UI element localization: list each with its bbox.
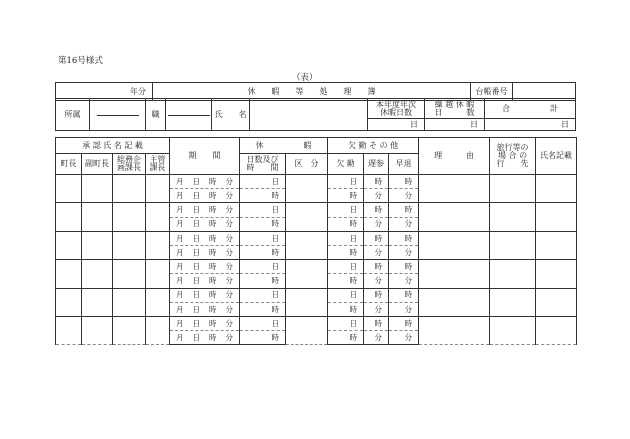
unit-label: 時 (349, 304, 358, 314)
period-unit-label: 時 (209, 276, 217, 286)
leave-category-cell[interactable] (286, 288, 328, 316)
period-unit-label: 時 (209, 247, 217, 257)
period-unit-label: 月 (176, 318, 184, 328)
period-unit-label: 日 (192, 176, 201, 186)
period-unit-label: 分 (225, 261, 234, 271)
name-entry-cell[interactable] (536, 260, 577, 288)
absence-hours-cell[interactable] (328, 331, 364, 345)
leave-hours-cell[interactable] (240, 245, 286, 259)
absence-hours-cell[interactable] (328, 217, 364, 231)
period-unit-label: 日 (192, 276, 201, 286)
unit-label: 時 (374, 176, 383, 186)
section-chief-stamp-cell[interactable] (146, 231, 170, 259)
unit-label: 時 (404, 233, 413, 243)
early-leave-minutes-cell[interactable] (389, 302, 419, 316)
total-field[interactable]: 日 (485, 119, 576, 131)
record-row (56, 288, 577, 302)
deputy-mayor-stamp-cell[interactable] (82, 231, 113, 259)
period-unit-label: 時 (209, 219, 217, 229)
unit-label: 時 (404, 205, 413, 215)
leave-category-cell[interactable] (286, 175, 328, 203)
late-hours-cell[interactable] (364, 203, 389, 217)
general-affairs-stamp-cell[interactable] (113, 260, 146, 288)
absence-days-cell[interactable] (328, 175, 364, 189)
mayor-stamp-cell[interactable] (56, 175, 82, 203)
early-leave-hours-cell[interactable] (389, 316, 419, 330)
period-unit-label: 月 (176, 219, 184, 229)
period-end-cell[interactable] (170, 217, 240, 231)
unit-label: 時 (349, 276, 358, 286)
period-unit-label: 分 (225, 247, 234, 257)
leave-category-cell[interactable] (286, 316, 328, 344)
late-hours-cell[interactable] (364, 260, 389, 274)
early-leave-minutes-cell[interactable] (389, 217, 419, 231)
late-minutes-cell[interactable] (364, 331, 389, 345)
unit-label: 日 (349, 205, 358, 215)
late-arrival-header: 遅参 (364, 154, 389, 175)
leave-days-cell[interactable] (240, 203, 286, 217)
absence-days-cell[interactable] (328, 316, 364, 330)
unit-label: 日 (349, 318, 358, 328)
period-unit-label: 日 (192, 247, 201, 257)
period-unit-label: 分 (225, 332, 234, 342)
period-unit-label: 時 (209, 205, 217, 215)
reason-header: 理 由 (419, 138, 490, 175)
period-end-cell[interactable] (170, 331, 240, 345)
absence-other-header: 欠 勤 そ の 他 (328, 138, 419, 154)
unit-label: 時 (349, 332, 358, 342)
unit-label: 分 (374, 304, 383, 314)
deputy-mayor-stamp-cell[interactable] (82, 175, 113, 203)
section-chief-stamp-cell[interactable] (146, 260, 170, 288)
unit-label: 時 (349, 219, 358, 229)
period-unit-label: 日 (192, 304, 201, 314)
section-chief-stamp-cell[interactable] (146, 203, 170, 231)
mayor-stamp-cell[interactable] (56, 288, 82, 316)
unit-label: 時 (404, 290, 413, 300)
unit-label: 日 (349, 233, 358, 243)
absence-hours-cell[interactable] (328, 245, 364, 259)
mayor-stamp-cell[interactable] (56, 231, 82, 259)
late-minutes-cell[interactable] (364, 302, 389, 316)
category-header: 区 分 (286, 154, 328, 175)
early-leave-hours-cell[interactable] (389, 288, 419, 302)
unit-label: 時 (349, 247, 358, 257)
period-end-cell[interactable] (170, 302, 240, 316)
period-unit-label: 日 (192, 290, 201, 300)
department-field[interactable] (90, 99, 146, 131)
late-hours-cell[interactable] (364, 288, 389, 302)
period-unit-label: 日 (192, 233, 201, 243)
unit-label: 日 (349, 290, 358, 300)
section-chief-header: 主管 課長 (146, 154, 170, 175)
reason-cell[interactable] (419, 231, 490, 259)
leave-hours-cell[interactable] (240, 331, 286, 345)
name-entry-cell[interactable] (536, 316, 577, 344)
period-unit-label: 分 (225, 304, 234, 314)
early-leave-minutes-cell[interactable] (389, 274, 419, 288)
record-row (56, 260, 577, 274)
period-unit-label: 日 (192, 219, 201, 229)
reason-cell[interactable] (419, 203, 490, 231)
period-unit-label: 日 (192, 318, 201, 328)
employee-info-table (55, 98, 576, 131)
leave-hours-cell[interactable] (240, 217, 286, 231)
unit-label: 日 (271, 205, 280, 215)
unit-label: 分 (374, 219, 383, 229)
period-start-cell[interactable] (170, 288, 240, 302)
general-affairs-stamp-cell[interactable] (113, 316, 146, 344)
leave-days-cell[interactable] (240, 231, 286, 245)
record-row (56, 231, 577, 245)
unit-label: 日 (271, 233, 280, 243)
unit-label: 分 (374, 191, 383, 201)
unit-label: 時 (349, 191, 358, 201)
section-chief-stamp-cell[interactable] (146, 288, 170, 316)
unit-label: 分 (374, 276, 383, 286)
leave-days-cell[interactable] (240, 260, 286, 274)
leave-hours-cell[interactable] (240, 274, 286, 288)
travel-destination-cell[interactable] (490, 288, 536, 316)
unit-label: 時 (404, 318, 413, 328)
name-entry-header: 氏名記載 (536, 138, 577, 175)
deputy-mayor-stamp-cell[interactable] (82, 316, 113, 344)
early-leave-header: 早退 (389, 154, 419, 175)
record-row (56, 175, 577, 189)
period-unit-label: 日 (192, 261, 201, 271)
unit-label: 時 (374, 318, 383, 328)
position-label: 職 (146, 99, 166, 131)
unit-label: 時 (271, 219, 280, 229)
period-start-cell[interactable] (170, 175, 240, 189)
unit-label: 日 (271, 290, 280, 300)
days-hours-header: 日数及び 時 間 (240, 154, 286, 175)
unit-label: 分 (404, 332, 413, 342)
unit-label: 日 (349, 261, 358, 271)
period-unit-label: 月 (176, 191, 184, 201)
period-unit-label: 時 (209, 304, 217, 314)
travel-destination-cell[interactable] (490, 316, 536, 344)
travel-destination-cell[interactable] (490, 175, 536, 203)
unit-label: 分 (404, 276, 413, 286)
unit-label: 時 (374, 261, 383, 271)
period-unit-label: 時 (209, 332, 217, 342)
period-unit-label: 日 (192, 332, 201, 342)
early-leave-hours-cell[interactable] (389, 231, 419, 245)
absence-days-cell[interactable] (328, 260, 364, 274)
early-leave-hours-cell[interactable] (389, 175, 419, 189)
late-hours-cell[interactable] (364, 316, 389, 330)
period-unit-label: 分 (225, 318, 234, 328)
unit-label: 分 (374, 247, 383, 257)
reason-cell[interactable] (419, 288, 490, 316)
early-leave-minutes-cell[interactable] (389, 189, 419, 203)
early-leave-hours-cell[interactable] (389, 203, 419, 217)
carryover-leave-days-field[interactable]: 日 (425, 119, 485, 131)
travel-destination-cell[interactable] (490, 203, 536, 231)
unit-label: 日 (271, 318, 280, 328)
name-entry-cell[interactable] (536, 203, 577, 231)
deputy-mayor-stamp-cell[interactable] (82, 203, 113, 231)
unit-label: 分 (404, 247, 413, 257)
period-unit-label: 月 (176, 304, 184, 314)
period-unit-label: 月 (176, 205, 184, 215)
period-unit-label: 日 (192, 191, 201, 201)
travel-destination-header: 旅行等の 場 合 の 行 先 (490, 138, 536, 175)
mayor-header: 町長 (56, 154, 82, 175)
reason-cell[interactable] (419, 316, 490, 344)
period-start-cell[interactable] (170, 203, 240, 217)
late-minutes-cell[interactable] (364, 245, 389, 259)
absence-days-cell[interactable] (328, 231, 364, 245)
travel-destination-cell[interactable] (490, 260, 536, 288)
unit-label: 日 (271, 176, 280, 186)
period-start-cell[interactable] (170, 316, 240, 330)
absence-header: 欠 勤 (328, 154, 364, 175)
period-unit-label: 時 (209, 233, 217, 243)
absence-hours-cell[interactable] (328, 302, 364, 316)
general-affairs-chief-header: 総務企 画課長 (113, 154, 146, 175)
leave-category-cell[interactable] (286, 203, 328, 231)
general-affairs-stamp-cell[interactable] (113, 288, 146, 316)
period-start-cell[interactable] (170, 260, 240, 274)
period-unit-label: 分 (225, 290, 234, 300)
unit-label: 時 (271, 247, 280, 257)
front-side-label: （表） (292, 73, 318, 83)
name-entry-cell[interactable] (536, 288, 577, 316)
ledger-number-label: 台帳番号 (471, 83, 513, 101)
name-field[interactable] (250, 99, 368, 131)
reason-cell[interactable] (419, 260, 490, 288)
period-end-cell[interactable] (170, 189, 240, 203)
period-unit-label: 月 (176, 247, 184, 257)
unit-label: 分 (404, 304, 413, 314)
period-unit-label: 月 (176, 276, 184, 286)
period-unit-label: 時 (209, 261, 217, 271)
late-minutes-cell[interactable] (364, 189, 389, 203)
approval-names-header: 承 認 氏 名 記 載 (56, 138, 170, 154)
late-minutes-cell[interactable] (364, 274, 389, 288)
unit-label: 時 (374, 205, 383, 215)
deputy-mayor-stamp-cell[interactable] (82, 260, 113, 288)
mayor-stamp-cell[interactable] (56, 260, 82, 288)
period-unit-label: 分 (225, 176, 234, 186)
period-unit-label: 分 (225, 191, 234, 201)
unit-label: 時 (271, 276, 280, 286)
unit-label: 時 (271, 332, 280, 342)
period-unit-label: 時 (209, 191, 217, 201)
reason-cell[interactable] (419, 175, 490, 203)
record-rows (56, 175, 577, 345)
deputy-mayor-stamp-cell[interactable] (82, 288, 113, 316)
unit-label: 分 (404, 219, 413, 229)
general-affairs-stamp-cell[interactable] (113, 203, 146, 231)
unit-label: 時 (271, 191, 280, 201)
absence-days-cell[interactable] (328, 288, 364, 302)
position-field[interactable] (166, 99, 212, 131)
period-unit-label: 時 (209, 318, 217, 328)
late-hours-cell[interactable] (364, 231, 389, 245)
unit-label: 時 (404, 261, 413, 271)
form-number-label: 第16号様式 (58, 56, 103, 66)
section-chief-stamp-cell[interactable] (146, 175, 170, 203)
unit-label: 時 (374, 233, 383, 243)
leave-category-cell[interactable] (286, 231, 328, 259)
absence-days-cell[interactable] (328, 203, 364, 217)
period-end-cell[interactable] (170, 274, 240, 288)
leave-category-cell[interactable] (286, 260, 328, 288)
period-unit-label: 時 (209, 176, 217, 186)
period-header: 期 間 (170, 138, 240, 175)
absence-hours-cell[interactable] (328, 274, 364, 288)
record-row (56, 316, 577, 330)
period-unit-label: 分 (225, 219, 234, 229)
period-unit-label: 日 (192, 205, 201, 215)
absence-hours-cell[interactable] (328, 189, 364, 203)
period-unit-label: 分 (225, 276, 234, 286)
mayor-stamp-cell[interactable] (56, 203, 82, 231)
unit-label: 分 (374, 332, 383, 342)
leave-days-cell[interactable] (240, 316, 286, 330)
late-minutes-cell[interactable] (364, 217, 389, 231)
leave-days-cell[interactable] (240, 288, 286, 302)
period-unit-label: 月 (176, 290, 184, 300)
general-affairs-stamp-cell[interactable] (113, 231, 146, 259)
period-unit-label: 月 (176, 176, 184, 186)
total-label: 合 計 (485, 99, 576, 119)
unit-label: 時 (404, 176, 413, 186)
carryover-leave-days-label: 繰 越 休 暇 日 数 (425, 99, 485, 119)
period-unit-label: 分 (225, 205, 234, 215)
name-label: 氏 名 (212, 99, 250, 131)
name-entry-cell[interactable] (536, 231, 577, 259)
record-row (56, 203, 577, 217)
late-hours-cell[interactable] (364, 175, 389, 189)
leave-days-cell[interactable] (240, 175, 286, 189)
year-field[interactable]: 年分 (56, 83, 153, 101)
unit-label: 日 (271, 261, 280, 271)
early-leave-minutes-cell[interactable] (389, 245, 419, 259)
travel-destination-cell[interactable] (490, 231, 536, 259)
department-label: 所属 (56, 99, 90, 131)
name-entry-cell[interactable] (536, 175, 577, 203)
general-affairs-stamp-cell[interactable] (113, 175, 146, 203)
period-unit-label: 分 (225, 233, 234, 243)
early-leave-minutes-cell[interactable] (389, 331, 419, 345)
leave-record-table (55, 137, 577, 345)
period-end-cell[interactable] (170, 245, 240, 259)
section-chief-stamp-cell[interactable] (146, 316, 170, 344)
period-start-cell[interactable] (170, 231, 240, 245)
deputy-mayor-header: 副町長 (82, 154, 113, 175)
early-leave-hours-cell[interactable] (389, 260, 419, 274)
period-unit-label: 月 (176, 332, 184, 342)
mayor-stamp-cell[interactable] (56, 316, 82, 344)
annual-leave-days-label: 本年度年次 休暇日数 (368, 99, 425, 119)
period-unit-label: 月 (176, 233, 184, 243)
leave-hours-cell[interactable] (240, 189, 286, 203)
unit-label: 時 (271, 304, 280, 314)
leave-header: 休 暇 (240, 138, 328, 154)
unit-label: 分 (404, 191, 413, 201)
unit-label: 時 (374, 290, 383, 300)
period-unit-label: 月 (176, 261, 184, 271)
form-title: 休 暇 等 処 理 簿 (153, 83, 471, 101)
period-unit-label: 時 (209, 290, 217, 300)
leave-hours-cell[interactable] (240, 302, 286, 316)
annual-leave-days-field[interactable]: 日 (368, 119, 425, 131)
unit-label: 日 (349, 176, 358, 186)
